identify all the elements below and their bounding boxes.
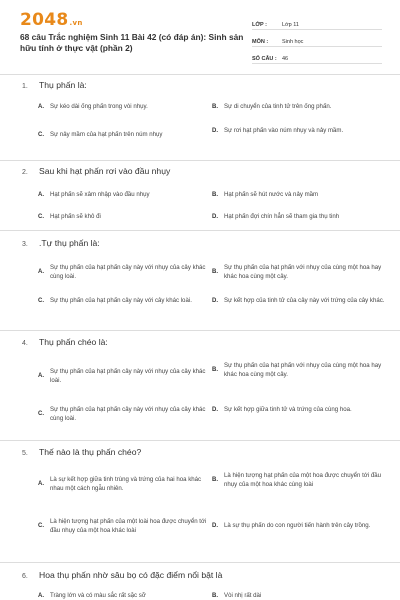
question-title: 3. .Tự thụ phấn là: bbox=[22, 238, 100, 248]
option-c[interactable]: C. Sự thụ phấn của hạt phấn cây này với nhụy của cây khác cùng loài. bbox=[38, 406, 206, 422]
option-c[interactable]: C. Hạt phấn sẽ khô đi bbox=[38, 213, 101, 220]
option-a[interactable]: A. Sự kéo dài ống phấn trong vòi nhụy. bbox=[38, 103, 148, 110]
question-title: 4. Thụ phấn chéo là: bbox=[22, 337, 108, 347]
option-a[interactable]: A. Tràng lớn và có màu sắc rất sặc sỡ bbox=[38, 592, 146, 599]
logo-tld: .vn bbox=[69, 19, 83, 27]
logo-text: 2048 bbox=[20, 10, 69, 30]
option-a[interactable]: A. Hạt phấn sẽ xâm nhập vào đầu nhụy bbox=[38, 191, 150, 198]
option-b[interactable]: B. Sự thụ phấn của hạt phấn với nhụy của cùng một hoa hay khác hoa cùng một cây. bbox=[212, 362, 382, 378]
meta-row-grade bbox=[252, 14, 382, 30]
meta-value: 46 bbox=[282, 56, 289, 62]
question-title: 6. Hoa thụ phấn nhờ sâu bọ có đặc điểm nổi bật là bbox=[22, 570, 223, 580]
option-d[interactable]: D. Là sự thụ phấn do con người tiến hành trên cây trồng. bbox=[212, 522, 371, 529]
meta-value: Sinh học bbox=[282, 39, 304, 45]
question-title: 5. Thế nào là thụ phấn chéo? bbox=[22, 447, 142, 457]
meta-value: Lớp 11 bbox=[282, 22, 299, 28]
meta-label: SỐ CÂU : bbox=[252, 56, 277, 62]
option-a[interactable]: A. Là sự kết hợp giữa tinh trùng và trứng của hai hoa khác nhau một cách ngẫu nhiên. bbox=[38, 476, 202, 492]
option-b[interactable]: B. Sự thụ phấn của hạt phấn với nhụy của cùng một hoa hay khác hoa cùng một cây. bbox=[212, 264, 382, 280]
page-header bbox=[0, 0, 400, 70]
option-a[interactable]: A. Sự thụ phấn của hạt phấn cây này với nhụy của cây khác loài. bbox=[38, 368, 206, 384]
meta-label: LỚP : bbox=[252, 22, 267, 28]
option-c[interactable]: C. Sự thụ phấn của hạt phấn cây này với cây khác loài. bbox=[38, 297, 192, 304]
option-a[interactable]: A. Sự thụ phấn của hạt phấn cây này với nhụy của cây khác cùng loài. bbox=[38, 264, 206, 280]
option-c[interactable]: C. Là hiện tượng hạt phấn của một loài hoa được chuyển tới đầu nhụy của một hoa khác loài bbox=[38, 518, 207, 534]
question-title: 1. Thụ phấn là: bbox=[22, 80, 87, 90]
option-d[interactable]: D. Sự kết hợp của tinh tử của cây này với trứng của cây khác. bbox=[212, 297, 385, 304]
meta-row-count bbox=[252, 48, 382, 64]
document-title: 68 câu Trắc nghiệm Sinh 11 Bài 42 (có đáp án): Sinh sản hữu tính ở thực vật (phần 2) bbox=[20, 32, 244, 53]
option-d[interactable]: D. Hạt phấn đợi chín hẳn sẽ tham gia thụ tinh bbox=[212, 213, 340, 220]
option-b[interactable]: B. Là hiện tượng hạt phấn của một hoa được chuyển tới đầu nhụy của một hoa khác cùng loài bbox=[212, 472, 382, 488]
option-b[interactable]: B. Hạt phấn sẽ hút nước và nảy mầm bbox=[212, 191, 319, 198]
question-divider bbox=[0, 330, 400, 331]
question-divider bbox=[0, 562, 400, 563]
question-title: 2. Sau khi hạt phấn rơi vào đầu nhụy bbox=[22, 166, 171, 176]
option-d[interactable]: D. Sự rơi hạt phấn vào núm nhụy và nảy mầm. bbox=[212, 127, 344, 134]
site-logo[interactable] bbox=[20, 10, 83, 30]
option-b[interactable]: B. Sự di chuyển của tinh tử trên ống phấn. bbox=[212, 103, 332, 110]
header-divider bbox=[0, 74, 400, 75]
question-divider bbox=[0, 230, 400, 231]
meta-row-subject bbox=[252, 31, 382, 47]
option-c[interactable]: C. Sự nảy mầm của hạt phấn trên núm nhụy bbox=[38, 131, 163, 138]
question-divider bbox=[0, 160, 400, 161]
document-meta bbox=[252, 14, 382, 65]
option-d[interactable]: D. Sự kết hợp giữa tinh tử và trứng của cùng hoa. bbox=[212, 406, 352, 413]
question-divider bbox=[0, 440, 400, 441]
meta-label: MÔN : bbox=[252, 39, 269, 45]
option-b[interactable]: B. Vòi nhị rất dài bbox=[212, 592, 262, 599]
